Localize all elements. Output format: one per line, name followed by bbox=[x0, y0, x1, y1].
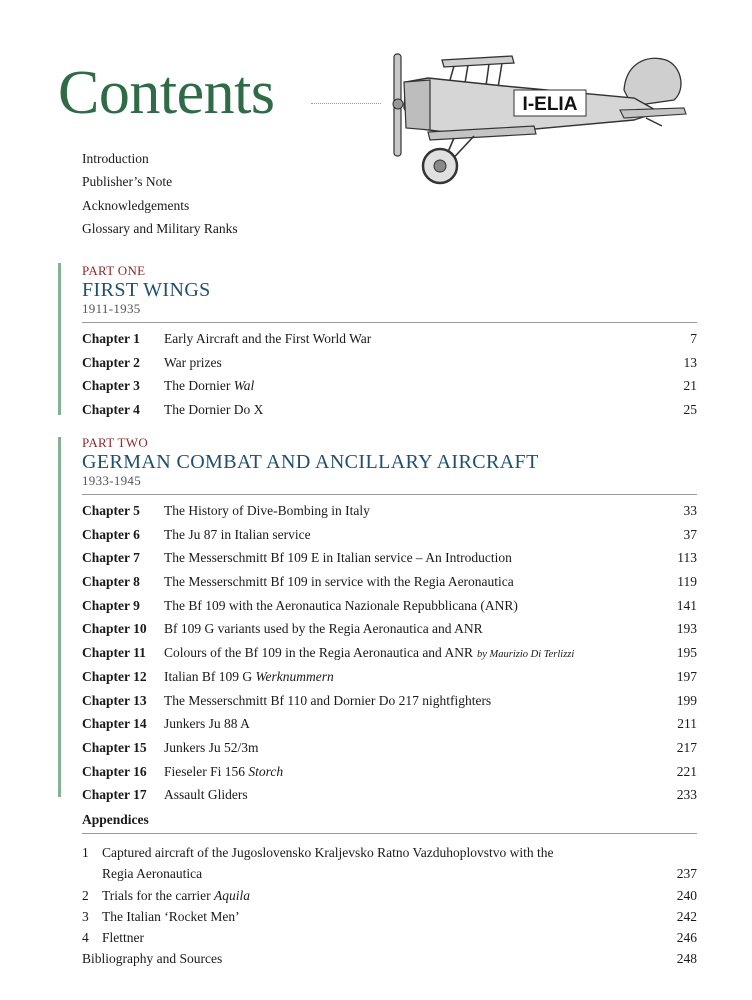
chapter-title bbox=[164, 570, 514, 594]
bibliography-title: Bibliography and Sources bbox=[82, 951, 223, 967]
chapter-title-text: Colours of the Bf 109 in the Regia Aeronautica and ANR bbox=[164, 645, 473, 661]
appendix-title-text: Trials for the carrier bbox=[102, 887, 214, 903]
chapter-title-text: The Dornier bbox=[164, 378, 234, 394]
chapter-row[interactable] bbox=[82, 760, 697, 784]
chapter-title-text: Bf 109 G variants used by the Regia Aeronautica and ANR bbox=[164, 621, 483, 637]
chapter-title-text: Junkers Ju 52/3m bbox=[164, 739, 259, 755]
appendix-row[interactable] bbox=[82, 885, 697, 906]
front-matter-item[interactable]: Glossary and Military Ranks bbox=[82, 221, 238, 237]
chapter-label: Chapter 15 bbox=[82, 739, 147, 755]
front-matter-item[interactable]: Introduction bbox=[82, 151, 149, 166]
chapter-title bbox=[164, 398, 263, 422]
part-title: GERMAN COMBAT AND ANCILLARY AIRCRAFT bbox=[82, 451, 539, 473]
appendix-row[interactable] bbox=[82, 927, 697, 948]
chapter-page-number: 13 bbox=[683, 354, 697, 370]
appendix-page-number: 242 bbox=[676, 908, 697, 924]
chapter-title-text: The Ju 87 in Italian service bbox=[164, 526, 311, 542]
chapter-label: Chapter 1 bbox=[82, 331, 140, 346]
appendix-row[interactable] bbox=[82, 906, 697, 927]
appendix-title-text: Captured aircraft of the Jugoslovensko Kraljevsko Ratno Vazduhoplovstvo with the bbox=[102, 845, 554, 860]
chapter-title bbox=[164, 665, 334, 689]
chapter-title bbox=[164, 641, 574, 667]
chapter-page-number: 199 bbox=[676, 692, 697, 708]
page-title: Contents bbox=[58, 59, 275, 127]
chapter-title bbox=[164, 760, 283, 784]
chapter-page-number: 113 bbox=[677, 550, 697, 566]
chapter-label: Chapter 9 bbox=[82, 597, 140, 613]
chapter-label: Chapter 14 bbox=[82, 716, 147, 732]
chapter-row[interactable] bbox=[82, 523, 697, 547]
chapter-label: Chapter 17 bbox=[82, 787, 147, 803]
chapter-title bbox=[164, 374, 254, 398]
chapter-title-text: Junkers Ju 88 A bbox=[164, 716, 250, 732]
chapter-label: Chapter 12 bbox=[82, 668, 147, 684]
chapter-row[interactable] bbox=[82, 546, 697, 570]
chapter-title-text: The Bf 109 with the Aeronautica Nazionale Repubblicana (ANR) bbox=[164, 597, 518, 613]
chapter-title-italic: Wal bbox=[233, 378, 255, 394]
part-one-section bbox=[82, 263, 697, 422]
bibliography-page-number: 248 bbox=[676, 951, 697, 967]
biplane-illustration bbox=[384, 46, 694, 190]
part-kicker: PART ONE bbox=[82, 263, 146, 278]
chapter-title-text: The Messerschmitt Bf 109 E in Italian service – An Introduction bbox=[164, 550, 512, 566]
appendix-number: 4 bbox=[82, 930, 89, 946]
chapter-label: Chapter 7 bbox=[82, 550, 140, 566]
appendices-list bbox=[82, 842, 697, 970]
part-years: 1911-1935 bbox=[82, 301, 141, 316]
appendix-number: 3 bbox=[82, 908, 89, 924]
appendix-title-italic: Aquila bbox=[213, 887, 250, 903]
appendix-number: 1 bbox=[82, 845, 89, 860]
appendix-page-number: 237 bbox=[676, 866, 697, 882]
chapter-row[interactable] bbox=[82, 499, 697, 523]
part-title: FIRST WINGS bbox=[82, 279, 211, 301]
chapter-title-text: The Dornier Do X bbox=[164, 402, 264, 418]
chapter-label: Chapter 3 bbox=[82, 378, 140, 394]
appendix-number: 2 bbox=[82, 887, 89, 903]
part-one-accent-bar bbox=[58, 263, 61, 415]
chapter-title bbox=[164, 594, 518, 618]
chapter-title-italic: Storch bbox=[248, 763, 284, 779]
chapter-title bbox=[164, 689, 491, 713]
chapter-label: Chapter 6 bbox=[82, 526, 140, 542]
chapter-page-number: 197 bbox=[676, 668, 697, 684]
chapter-title bbox=[164, 499, 370, 523]
appendix-row[interactable] bbox=[82, 842, 697, 863]
part-rule bbox=[82, 494, 697, 495]
chapter-label: Chapter 10 bbox=[82, 621, 147, 637]
chapter-page-number: 21 bbox=[683, 378, 697, 394]
appendix-title bbox=[102, 842, 554, 863]
chapter-title-text: Assault Gliders bbox=[164, 787, 248, 803]
chapter-title bbox=[164, 523, 311, 547]
chapter-row[interactable] bbox=[82, 570, 697, 594]
title-dotted-rule bbox=[311, 103, 381, 104]
chapter-title bbox=[164, 351, 222, 375]
chapter-page-number: 233 bbox=[676, 787, 697, 803]
chapter-title-text: The History of Dive-Bombing in Italy bbox=[164, 503, 370, 518]
appendices-heading: Appendices bbox=[82, 812, 149, 827]
chapter-page-number: 193 bbox=[676, 621, 697, 637]
appendix-row-continued[interactable] bbox=[82, 863, 697, 884]
front-matter-item[interactable]: Acknowledgements bbox=[82, 197, 190, 213]
chapter-title-text: Early Aircraft and the First World War bbox=[164, 331, 372, 346]
chapter-row[interactable] bbox=[82, 327, 697, 351]
chapter-byline: by Maurizio Di Terlizzi bbox=[476, 649, 575, 661]
chapter-label: Chapter 11 bbox=[82, 645, 146, 661]
chapter-title bbox=[164, 712, 250, 736]
chapter-row[interactable] bbox=[82, 665, 697, 689]
chapter-title-text: Italian Bf 109 G bbox=[164, 668, 256, 684]
chapter-title-italic: Werknummern bbox=[255, 668, 334, 684]
chapter-row[interactable] bbox=[82, 641, 697, 665]
chapter-title bbox=[164, 617, 483, 641]
part-two-accent-bar bbox=[58, 437, 61, 797]
chapter-title bbox=[164, 783, 248, 807]
chapter-list bbox=[82, 499, 697, 807]
plane-marking: I-ELIA bbox=[522, 94, 578, 115]
chapter-page-number: 7 bbox=[690, 331, 697, 346]
chapter-row[interactable] bbox=[82, 712, 697, 736]
chapter-page-number: 221 bbox=[676, 763, 697, 779]
chapter-page-number: 141 bbox=[676, 597, 697, 613]
bibliography-row[interactable] bbox=[82, 948, 697, 969]
chapter-row[interactable] bbox=[82, 689, 697, 713]
chapter-title-text: The Messerschmitt Bf 109 in service with the Regia Aeronautica bbox=[164, 574, 514, 590]
part-kicker: PART TWO bbox=[82, 435, 149, 450]
chapter-title-text: Fieseler Fi 156 bbox=[164, 763, 249, 779]
chapter-title-text: The Messerschmitt Bf 110 and Dornier Do 217 nightfighters bbox=[164, 692, 492, 708]
chapter-page-number: 119 bbox=[677, 574, 697, 590]
appendices-rule bbox=[82, 833, 697, 834]
chapter-row[interactable] bbox=[82, 374, 697, 398]
appendix-title bbox=[102, 885, 250, 906]
chapter-label: Chapter 8 bbox=[82, 574, 140, 590]
appendix-title bbox=[102, 927, 144, 948]
chapter-page-number: 37 bbox=[683, 526, 697, 542]
chapter-label: Chapter 13 bbox=[82, 692, 147, 708]
chapter-label: Chapter 4 bbox=[82, 402, 140, 418]
appendix-title-continued: Regia Aeronautica bbox=[102, 866, 203, 882]
part-years: 1933-1945 bbox=[82, 473, 142, 488]
chapter-row[interactable] bbox=[82, 736, 697, 760]
front-matter-item[interactable]: Publisher’s Note bbox=[82, 174, 173, 190]
appendix-page-number: 240 bbox=[676, 887, 697, 903]
appendix-title bbox=[102, 906, 240, 927]
part-two-section bbox=[82, 435, 697, 807]
chapter-page-number: 195 bbox=[676, 645, 697, 661]
appendix-page-number: 246 bbox=[676, 930, 697, 946]
appendix-title-text: Flettner bbox=[102, 930, 144, 946]
chapter-label: Chapter 2 bbox=[82, 354, 140, 370]
chapter-page-number: 217 bbox=[676, 739, 697, 755]
chapter-label: Chapter 5 bbox=[82, 503, 140, 518]
chapter-title bbox=[164, 736, 259, 760]
chapter-page-number: 33 bbox=[683, 503, 697, 518]
chapter-row[interactable] bbox=[82, 398, 697, 422]
appendix-title-text: The Italian ‘Rocket Men’ bbox=[102, 908, 240, 924]
chapter-title bbox=[164, 327, 371, 351]
front-matter-list bbox=[82, 147, 238, 241]
chapter-title-text: War prizes bbox=[164, 354, 222, 370]
chapter-list bbox=[82, 327, 697, 422]
chapter-title bbox=[164, 546, 512, 570]
chapter-label: Chapter 16 bbox=[82, 763, 147, 779]
chapter-row[interactable] bbox=[82, 617, 697, 641]
chapter-row[interactable] bbox=[82, 594, 697, 618]
chapter-row[interactable] bbox=[82, 351, 697, 375]
chapter-page-number: 25 bbox=[683, 402, 697, 418]
chapter-page-number: 211 bbox=[677, 716, 697, 732]
part-rule bbox=[82, 322, 697, 323]
chapter-row[interactable] bbox=[82, 783, 697, 807]
